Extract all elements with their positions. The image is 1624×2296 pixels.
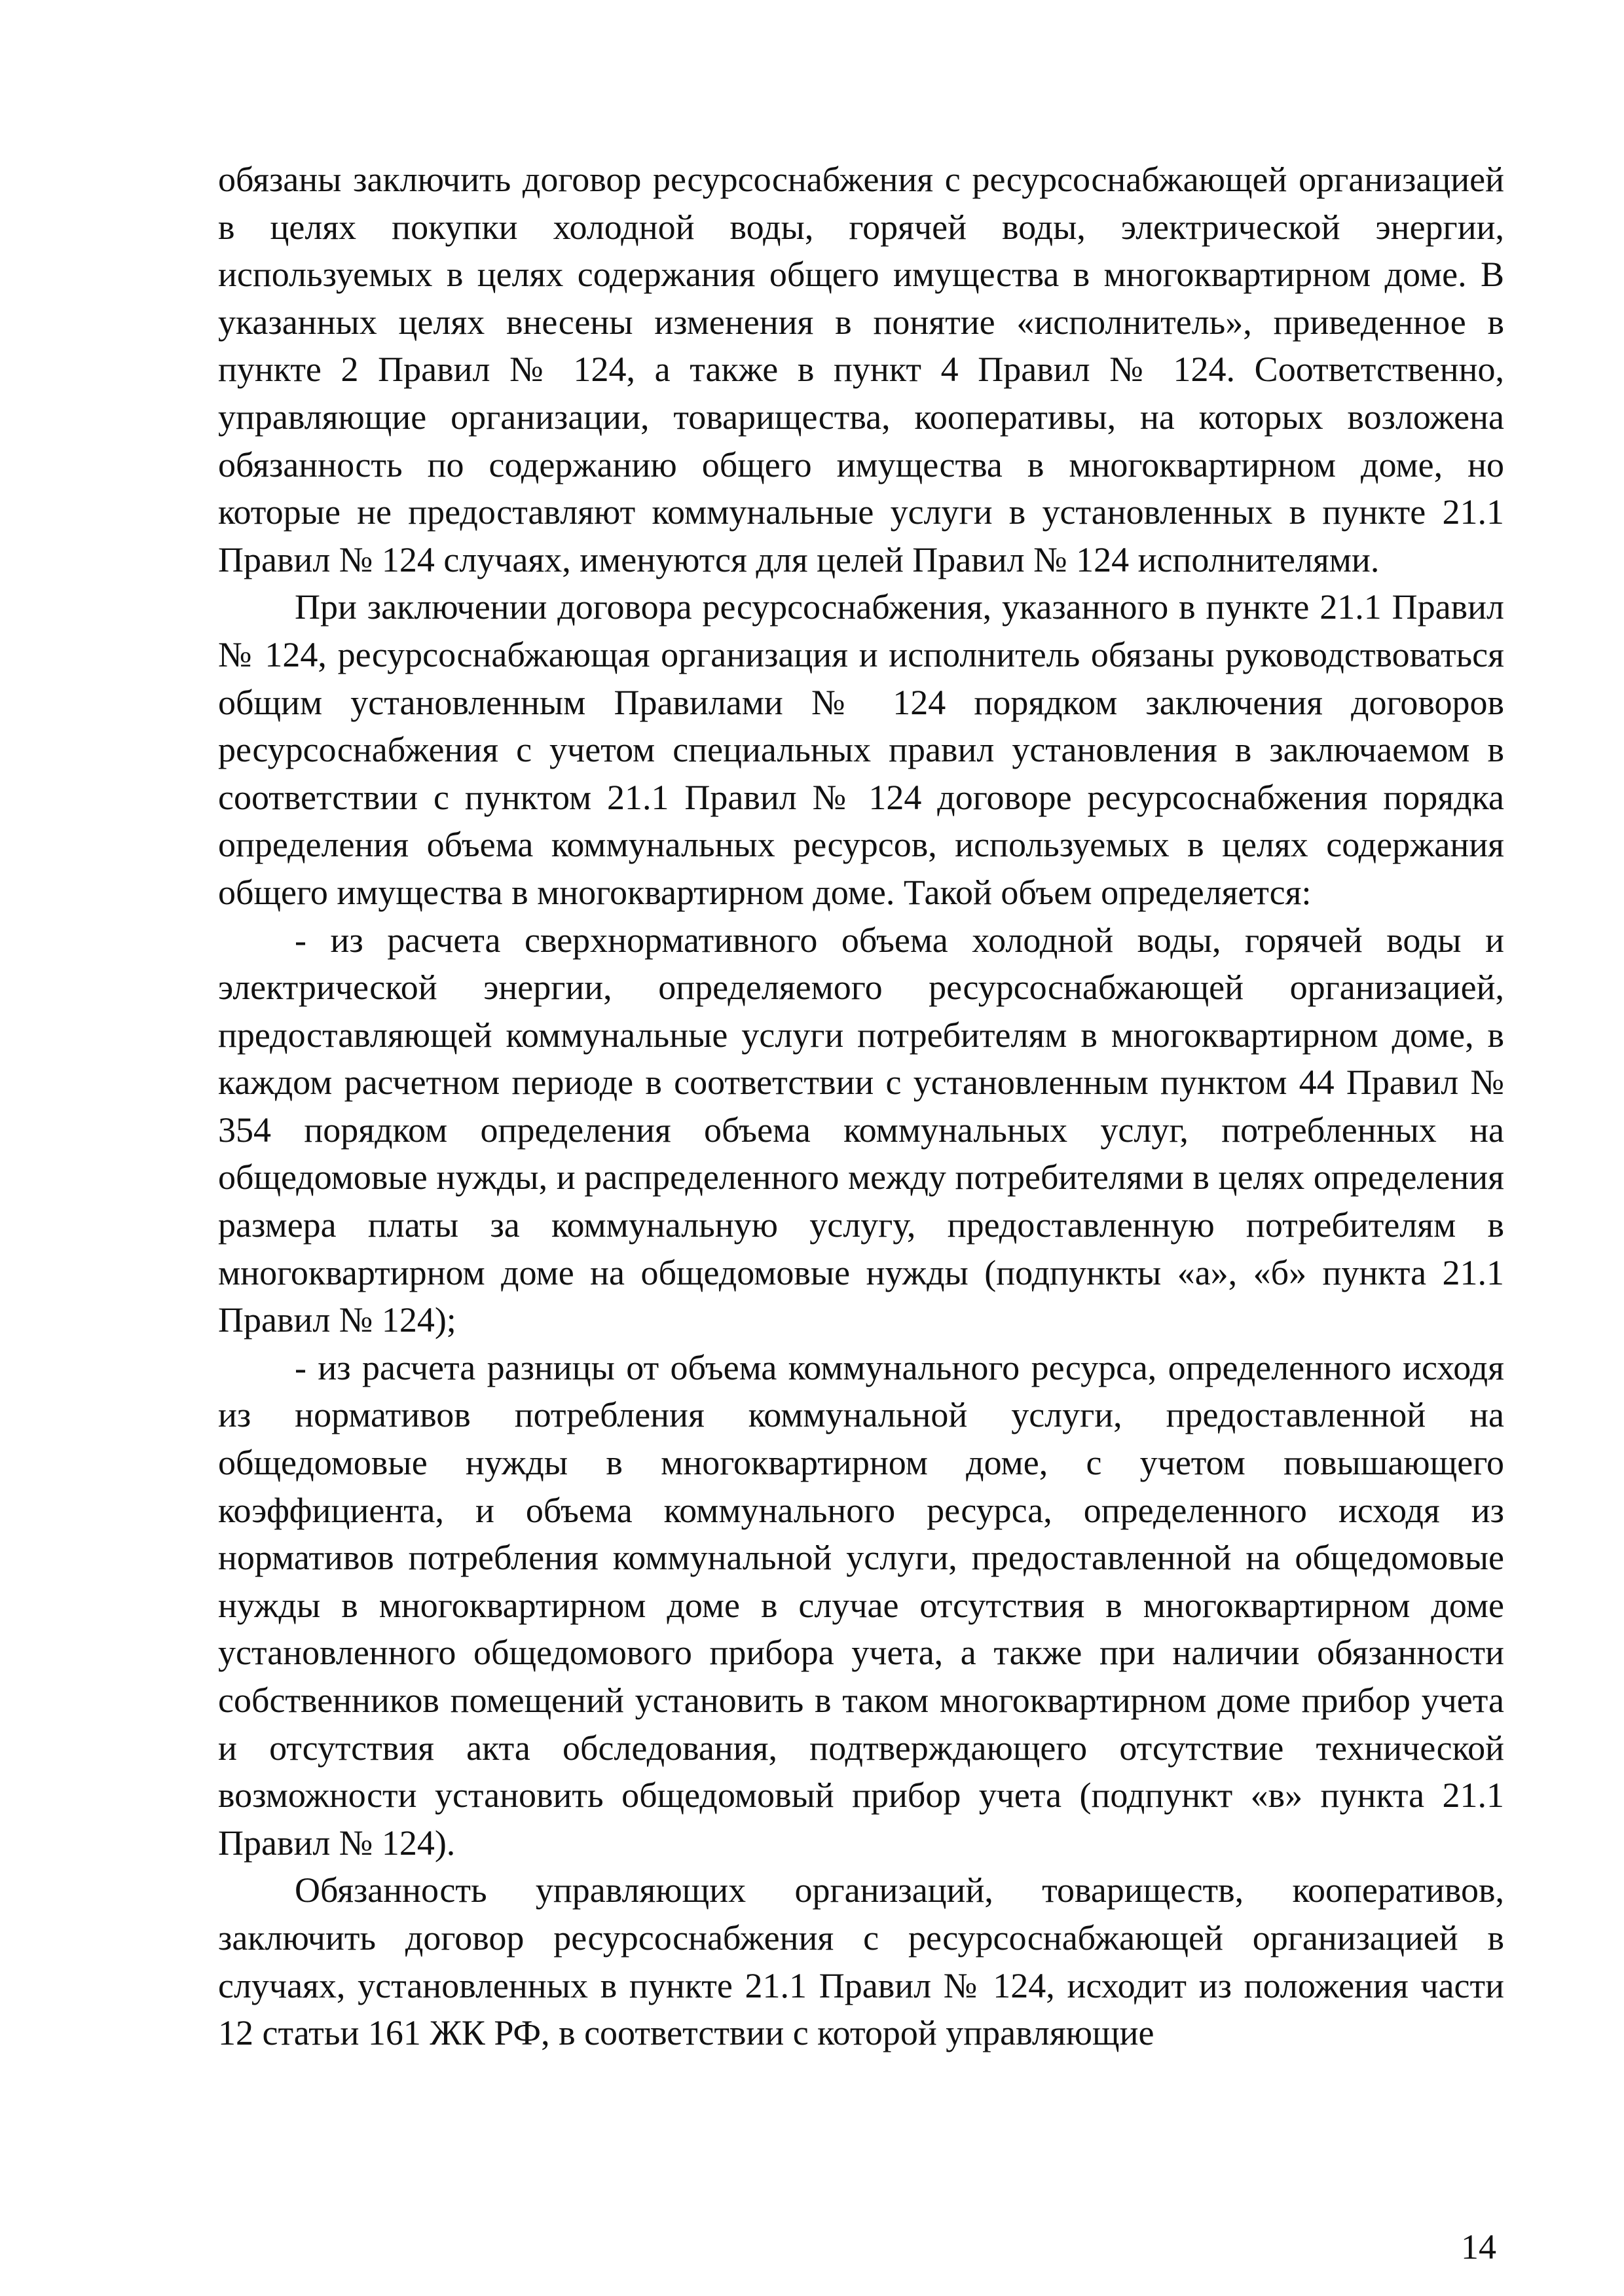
list-item-overnormative-volume: - из расчета сверхнормативного объема холодной воды, горячей воды и электрической энергии, определяемого ресурсоснабжающей организацией, предоставляющей коммунальные услуги потребителям в многоквартирном доме, в каждом расчетном периоде в соответствии с установленным пунктом 44 Правил № 354 порядком определения объема коммунальных услуг, потребленных на общедомовые нужды, и распределенного между потребителями в целях определения размера платы за коммунальную услугу, предоставленную потребителям в многоквартирном доме на общедомовые нужды (подпункты «а», «б» пункта 21.1 Правил № 124); bbox=[218, 920, 1504, 1340]
document-body bbox=[218, 156, 1504, 2057]
paragraph-continuation: обязаны заключить договор ресурсоснабжения с ресурсоснабжающей организацией в целях покупки холодной воды, горячей воды, электрической энергии, используемых в целях содержания общего имущества в многоквартирном доме. В указанных целях внесены изменения в понятие «исполнитель», приведенное в пункте 2 Правил № 124, а также в пункт 4 Правил № 124. Соответственно, управляющие организации, товарищества, кооперативы, на которых возложена обязанность по содержанию общего имущества в многоквартирном доме, но которые не предоставляют коммунальные услуги в установленных в пункте 21.1 Правил № 124 случаях, именуются для целей Правил № 124 исполнителями. bbox=[218, 160, 1504, 579]
list-item-volume-difference: - из расчета разницы от объема коммунального ресурса, определенного исходя из нормативов потребления коммунальной услуги, предоставленной на общедомовые нужды в многоквартирном доме, с учетом повышающего коэффициента, и объема коммунального ресурса, определенного исходя из нормативов потребления коммунальной услуги, предоставленной на общедомовые нужды в многоквартирном доме в случае отсутствия в многоквартирном доме установленного общедомового прибора учета, а также при наличии обязанности собственников помещений установить в таком многоквартирном доме прибор учета и отсутствия акта обследования, подтверждающего отсутствие технической возможности установить общедомовый прибор учета (подпункт «в» пункта 21.1 Правил № 124). bbox=[218, 1347, 1504, 1863]
page-number: 14 bbox=[1461, 2227, 1496, 2267]
paragraph-obligation: Обязанность управляющих организаций, товариществ, кооперативов, заключить договор ресурсоснабжения с ресурсоснабжающей организацией в случаях, установленных в пункте 21.1 Правил № 124, исходит из положения части 12 статьи 161 ЖК РФ, в соответствии с которой управляющие bbox=[218, 1870, 1504, 2053]
paragraph-contract-conclusion: При заключении договора ресурсоснабжения, указанного в пункте 21.1 Правил № 124, ресурсоснабжающая организация и исполнитель обязаны руководствоваться общим установленным Правилами № 124 порядком заключения договоров ресурсоснабжения с учетом специальных правил установления в заключаемом в соответствии с пунктом 21.1 Правил № 124 договоре ресурсоснабжения порядка определения объема коммунальных ресурсов, используемых в целях содержания общего имущества в многоквартирном доме. Такой объем определяется: bbox=[218, 587, 1504, 912]
